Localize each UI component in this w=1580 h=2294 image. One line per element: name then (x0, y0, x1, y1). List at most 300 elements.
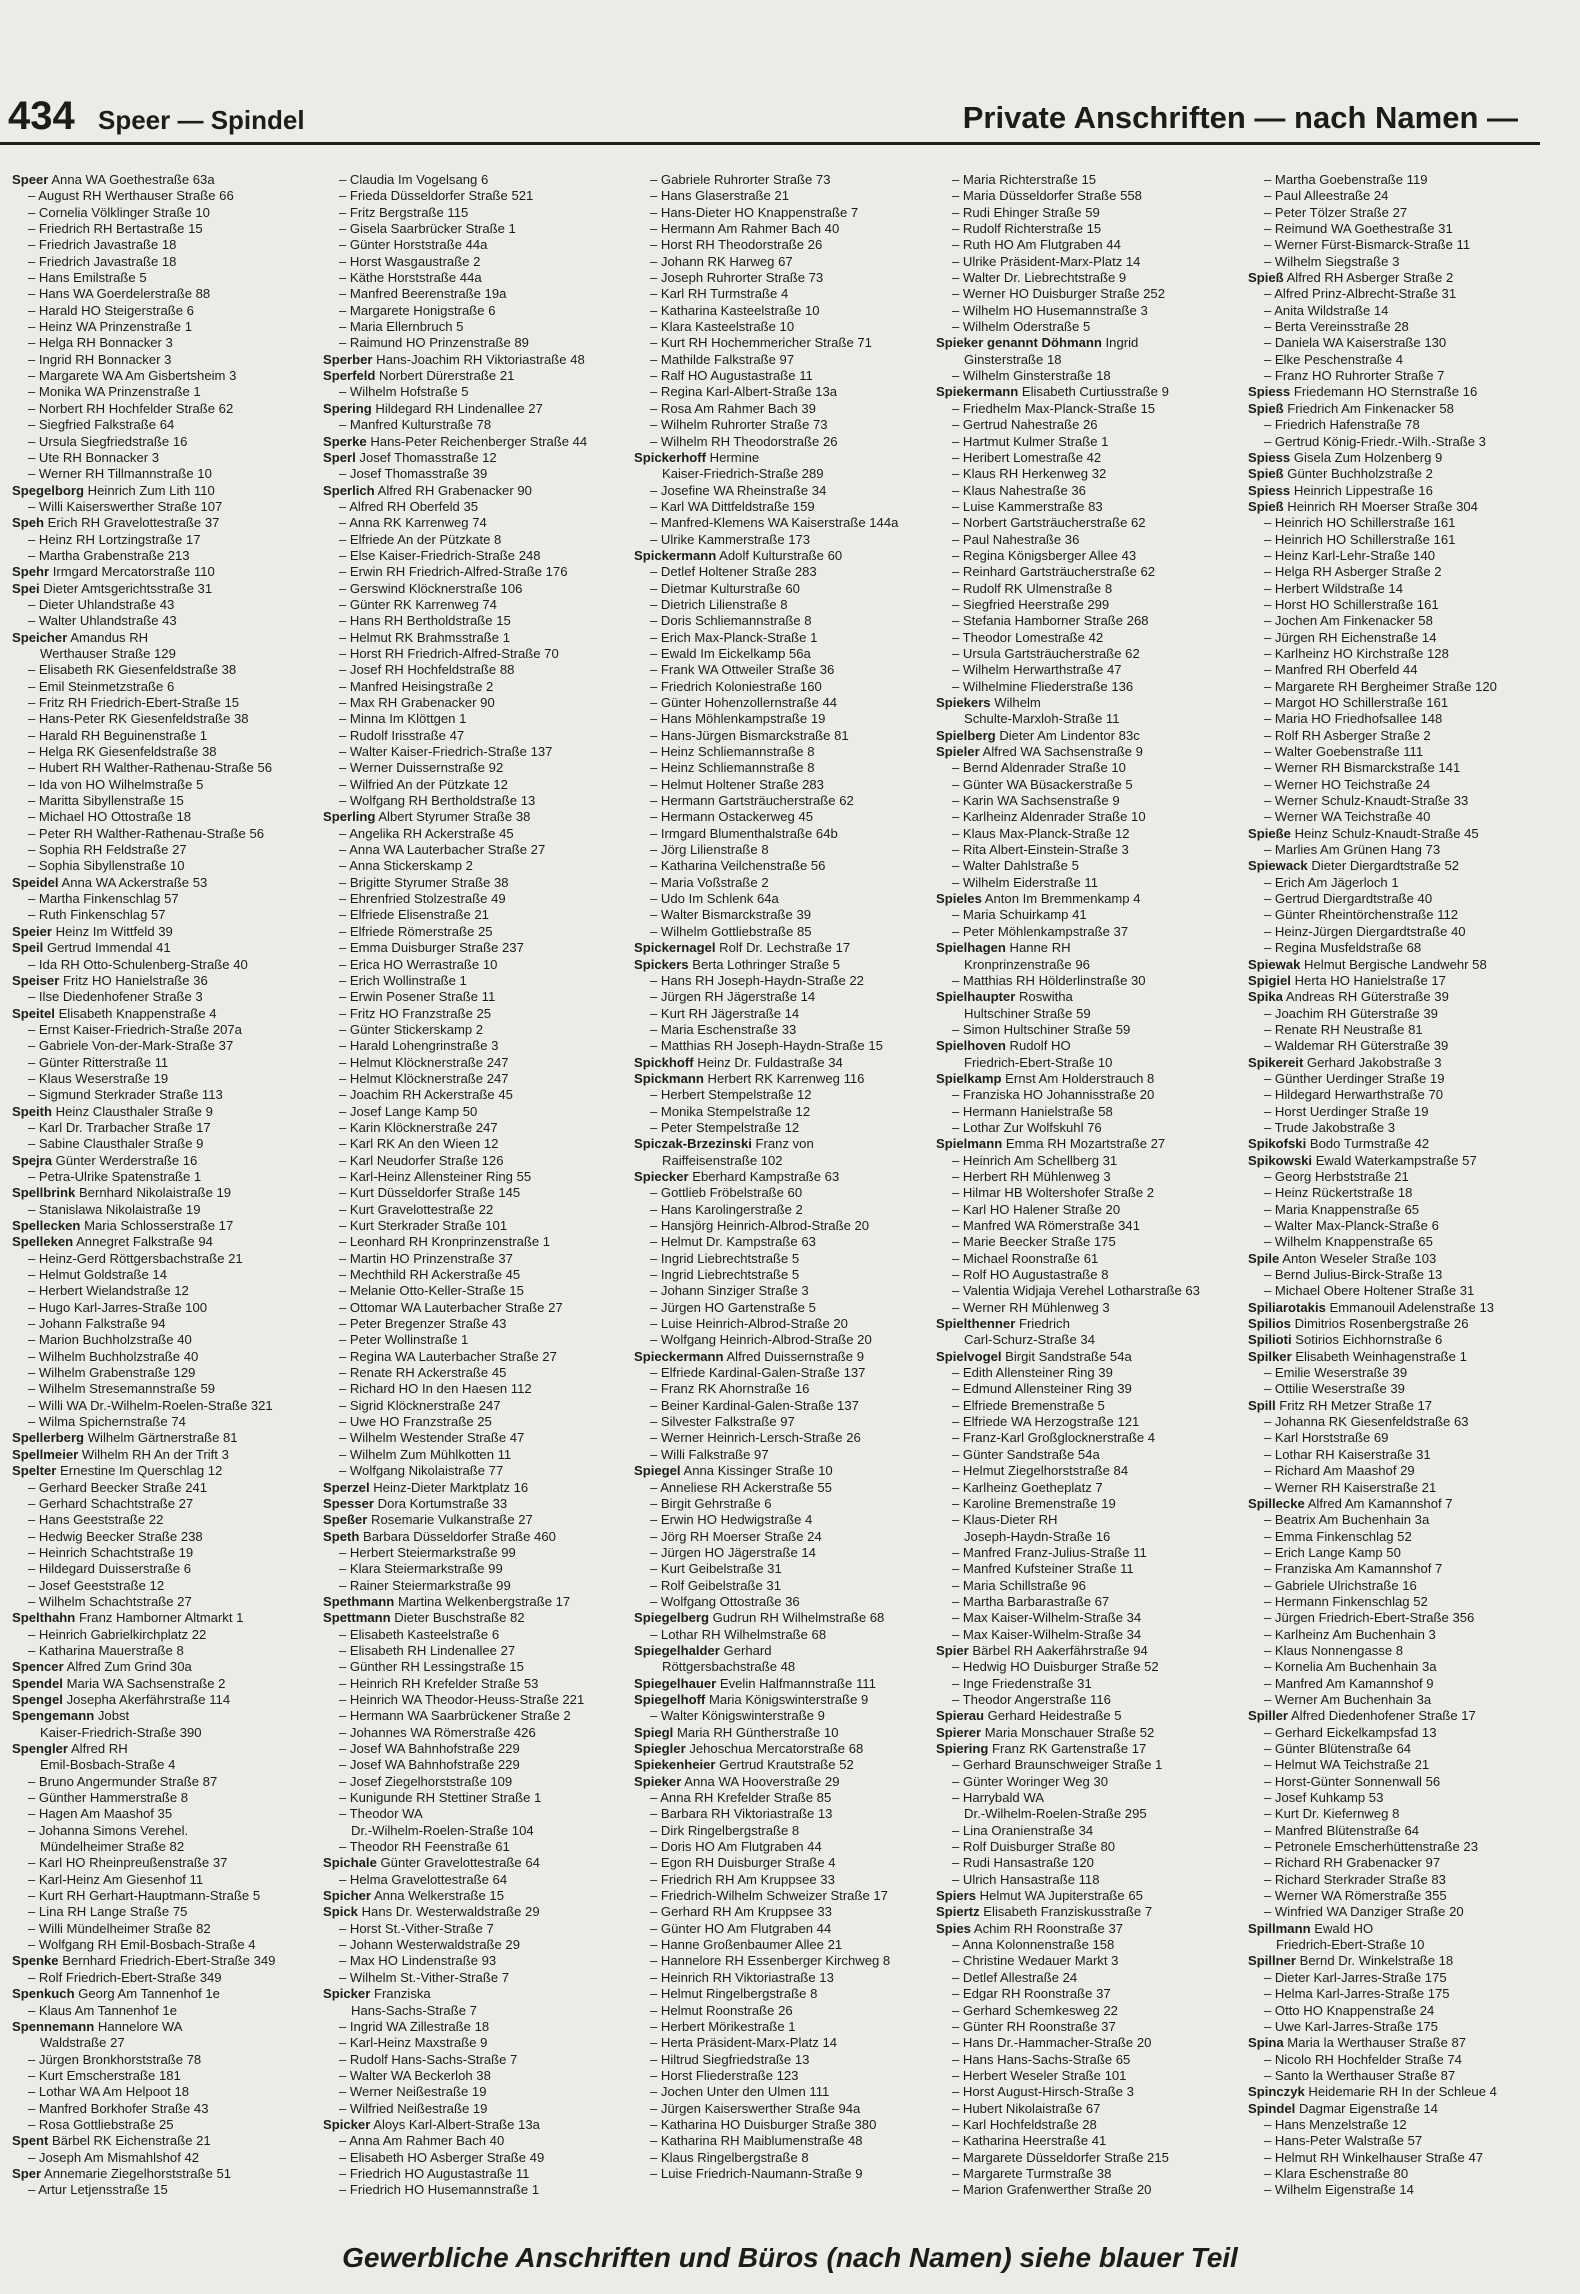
entry-text: Emmanouil Adelenstraße 13 (1329, 1299, 1495, 1315)
entry-line: – Richard Am Maashof 29 (1264, 1463, 1415, 1479)
entry-line: – Gerhard Beecker Straße 241 (28, 1479, 208, 1495)
entry-line: – Johannes WA Römerstraße 426 (339, 1724, 536, 1740)
entry-text: Franz RK Gartenstraße 17 (992, 1741, 1147, 1756)
entry-text: Maria WA Sachsenstraße 2 (66, 1675, 226, 1691)
surname: Spillmann (1248, 1920, 1311, 1936)
entry-line: – Werner RH Bismarckstraße 141 (1264, 760, 1461, 776)
entry-line: – Jürgen RH Jägerstraße 14 (650, 989, 816, 1005)
entry-line: – Marlies Am Grünen Hang 73 (1264, 842, 1441, 858)
entry-line: – Herbert Wildstraße 14 (1264, 580, 1403, 596)
entry-text: Anna Welkerstraße 15 (373, 1888, 504, 1904)
entry-line: – Rolf RH Asberger Straße 2 (1264, 727, 1431, 743)
entry-line: – Gertrud Diergardtstraße 40 (1264, 891, 1433, 907)
surname: Spiekenheier (634, 1757, 716, 1773)
entry-line: – Kornelia Am Buchenhain 3a (1264, 1659, 1437, 1675)
entry-line: – Irmgard Blumenthalstraße 64b (650, 825, 838, 841)
entry-line: – Franziska Am Kamannshof 7 (1264, 1561, 1443, 1577)
entry-line: – Martha Barbarastraße 67 (952, 1593, 1110, 1609)
surname: Spennemann (12, 2018, 95, 2034)
entry-line: – Anita Wildstraße 14 (1264, 302, 1389, 318)
entry-line: – Wilhelm Schachtstraße 27 (28, 1593, 192, 1609)
surname-entry (12, 483, 316, 499)
entry-line: – Richard RH Grabenacker 97 (1264, 1855, 1441, 1871)
entry-line: – Manfred Blütenstraße 64 (1264, 1822, 1420, 1838)
surname-entry (12, 1610, 316, 1626)
entry-line: – Artur Letjensstraße 15 (28, 2182, 168, 2198)
page-header (0, 92, 1580, 148)
entry-line: – Dietmar Kulturstraße 60 (650, 580, 800, 596)
entry-line: – Wilhelm Siegstraße 3 (1264, 253, 1400, 269)
entry-line: – Margarete Honigstraße 6 (339, 302, 496, 318)
entry-line: – Norbert Gartsträucherstraße 62 (952, 515, 1146, 531)
entry-text: Rudolf HO (1009, 1038, 1071, 1054)
entry-line: – Doris HO Am Flutgraben 44 (650, 1839, 822, 1855)
surname: Speth (323, 1528, 360, 1544)
entry-text: Gerhard Heidestraße 5 (987, 1708, 1122, 1724)
entry-line: – Hans RH Joseph-Haydn-Straße 22 (650, 972, 864, 988)
entry-line: – Harald HO Steigerstraße 6 (28, 302, 194, 318)
entry-line: – Peter RH Walther-Rathenau-Straße 56 (28, 825, 265, 841)
entry-line: – Wilhelm St.-Vither-Straße 7 (339, 1969, 510, 1985)
entry-line: – Reimund WA Goethestraße 31 (1264, 221, 1453, 237)
surname: Speer (12, 172, 49, 187)
entry-line: – Monika WA Prinzenstraße 1 (28, 384, 201, 400)
entry-line: – Helma Karl-Jarres-Straße 175 (1264, 1986, 1450, 2002)
entry-continuation: Röttgersbachstraße 48 (662, 1659, 796, 1675)
entry-line: – Elke Peschenstraße 4 (1264, 351, 1404, 367)
surname: Spiegler (634, 1741, 686, 1756)
surname: Spieker genannt Döhmann (936, 335, 1102, 351)
surname: Spiekermann (936, 384, 1019, 400)
surname: Spellmeier (12, 1446, 79, 1462)
surname: Spiertz (936, 1904, 980, 1920)
entry-line: – Wilhelm Knappenstraße 65 (1264, 1234, 1433, 1250)
entry-line: – Manfred Franz-Julius-Straße 11 (952, 1544, 1147, 1560)
entry-text: Elisabeth Weinhagenstraße 1 (1295, 1348, 1467, 1364)
entry-line: – Walter WA Beckerloh 38 (339, 2067, 491, 2083)
entry-line: – Erich Lange Kamp 50 (1264, 1544, 1401, 1560)
surname-entry (634, 1463, 938, 1479)
entry-line: – Marion Grafenwerther Straße 20 (952, 2182, 1152, 2198)
entry-line: – Helmut Roonstraße 26 (650, 2002, 793, 2018)
entry-text: Franz Hamborner Altmarkt 1 (78, 1610, 244, 1626)
entry-line: – Katharina Veilchenstraße 56 (650, 858, 826, 874)
entry-text: Maria la Werthauser Straße 87 (1287, 2035, 1467, 2051)
entry-line: – Karl RH Turmstraße 4 (650, 286, 789, 302)
entry-text: Gertrud Krautstraße 52 (719, 1757, 854, 1773)
entry-line: – Ida von HO Wilhelmstraße 5 (28, 776, 204, 792)
entry-text: Heinz Im Wittfeld 39 (55, 923, 173, 939)
entry-line: – Erica HO Werrastraße 10 (339, 956, 498, 972)
entry-line: – Klaus Am Tannenhof 1e (28, 2002, 177, 2018)
entry-line: – Siegfried Heerstraße 299 (952, 596, 1110, 612)
surname-entry (12, 1708, 316, 1724)
entry-line: – Trude Jakobstraße 3 (1264, 1119, 1396, 1135)
entry-text: Herta HO Hanielstraße 17 (1294, 972, 1446, 988)
entry-line: – Walter Bismarckstraße 39 (650, 907, 812, 923)
entry-line: – Friedrich HO Augustastraße 11 (339, 2165, 530, 2181)
entry-line: – Friedrich HO Husemannstraße 1 (339, 2182, 540, 2198)
entry-line: – Emma Duisburger Straße 237 (339, 940, 524, 956)
surname-entry (12, 564, 316, 580)
entry-text: Dieter Diergardtstraße 52 (1311, 858, 1460, 874)
entry-line: – Luise Heinrich-Albrod-Straße 20 (650, 1316, 848, 1332)
entry-text: Heinz-Dieter Marktplatz 16 (373, 1479, 529, 1495)
entry-line: – Anna WA Lauterbacher Straße 27 (339, 842, 546, 858)
surname-entry (12, 940, 316, 956)
entry-line: – Werner RH Mühlenweg 3 (952, 1299, 1110, 1315)
entry-line: – Heribert Lomestraße 42 (952, 449, 1102, 465)
entry-line: – Günter HO Am Flutgraben 44 (650, 1920, 832, 1936)
entry-continuation: Schulte-Marxloh-Straße 11 (964, 711, 1120, 727)
entry-line: – Max Kaiser-Wilhelm-Straße 34 (952, 1610, 1142, 1626)
entry-line: – Anna RK Karrenweg 74 (339, 515, 487, 531)
surname-entry (634, 1136, 938, 1152)
entry-line: – Heinz RH Lortzingstraße 17 (28, 531, 201, 547)
entry-line: – Hermann Am Rahmer Bach 40 (650, 221, 840, 237)
entry-line: – Johann Westerwaldstraße 29 (339, 1937, 520, 1953)
entry-line: – Maria Schillstraße 96 (952, 1577, 1086, 1593)
entry-line: – Paul Nahestraße 36 (952, 531, 1080, 547)
surname: Spiekers (936, 695, 991, 710)
entry-line: – Karl Dr. Trarbacher Straße 17 (28, 1119, 211, 1135)
entry-line: – Erich Max-Planck-Straße 1 (650, 629, 818, 645)
entry-continuation: Kronprinzenstraße 96 (964, 956, 1090, 972)
entry-line: – Helmut WA Teichstraße 21 (1264, 1757, 1430, 1773)
entry-line: – Helmut RK Brahmsstraße 1 (339, 629, 510, 645)
entry-line: – Willi WA Dr.-Wilhelm-Roelen-Straße 321 (28, 1397, 273, 1413)
entry-line: – Renate RH Neustraße 81 (1264, 1021, 1423, 1037)
entry-line: – Anna RH Krefelder Straße 85 (650, 1790, 832, 1806)
surname-entry (634, 450, 938, 466)
entry-line: – Klaus Nahestraße 36 (952, 482, 1086, 498)
entry-line: – Mechthild RH Ackerstraße 45 (339, 1267, 521, 1283)
entry-text: Ingrid (1105, 335, 1139, 351)
entry-line: – Sophia RH Feldstraße 27 (28, 842, 187, 858)
entry-line: – Regina Königsberger Allee 43 (952, 547, 1137, 563)
entry-line: – Walter Dahlstraße 5 (952, 858, 1079, 874)
entry-text: Wilhelm Gärtnerstraße 81 (87, 1430, 238, 1446)
entry-line: – Josef Kuhkamp 53 (1264, 1790, 1384, 1806)
entry-line: – Wolfgang Heinrich-Albrod-Straße 20 (650, 1332, 872, 1348)
entry-line: – Elfriede An der Pützkate 8 (339, 531, 502, 547)
entry-line: – Hans Karolingerstraße 2 (650, 1201, 803, 1217)
entry-line: – Katharina Mauerstraße 8 (28, 1642, 184, 1658)
surname-entry (634, 1643, 938, 1659)
entry-line: – Heinz WA Prinzenstraße 1 (28, 319, 192, 335)
entry-line: – Hans Dr.-Hammacher-Straße 20 (952, 2035, 1152, 2051)
entry-line: – Santo la Werthauser Straße 87 (1264, 2067, 1456, 2083)
entry-line: – Hiltrud Siegfriedstraße 13 (650, 2051, 810, 2067)
entry-line: – Günther Uerdinger Straße 19 (1264, 1070, 1445, 1086)
entry-text: Elisabeth Curtiusstraße 9 (1021, 384, 1169, 400)
surname: Spieß (1248, 498, 1284, 514)
name-range: Speer — Spindel (98, 105, 305, 135)
surname-entry (936, 695, 1240, 711)
entry-line: – Hermann Hanielstraße 58 (952, 1103, 1113, 1119)
entry-line: – Minna Im Klöttgen 1 (339, 711, 467, 727)
entry-line: – Wilhelm Ruhrorter Straße 73 (650, 417, 828, 433)
entry-line: – Harald Lohengrinstraße 3 (339, 1038, 499, 1054)
surname-entry (634, 1725, 938, 1741)
entry-text: Alfred RH Asberger Straße 2 (1286, 270, 1454, 286)
entry-text: Günter Werderstraße 16 (55, 1152, 198, 1168)
entry-line: – Helmut Holtener Straße 283 (650, 776, 824, 792)
entry-text: Eberhard Kampstraße 63 (692, 1168, 840, 1184)
entry-line: – Daniela WA Kaiserstraße 130 (1264, 335, 1447, 351)
surname: Spiers (936, 1888, 977, 1904)
entry-line: – Luise Kammerstraße 83 (952, 498, 1103, 514)
entry-text: Roswitha (1018, 989, 1073, 1005)
entry-line: – Petra-Ulrike Spatenstraße 1 (28, 1168, 202, 1184)
entry-line: – Franziska HO Johannisstraße 20 (952, 1087, 1155, 1103)
surname-entry (12, 1185, 316, 1201)
entry-text: Gisela Zum Holzenberg 9 (1293, 449, 1443, 465)
surname: Spiczak-Brzezinski (634, 1136, 752, 1152)
entry-text: Herbert RK Karrenweg 116 (707, 1070, 865, 1086)
entry-line: – Hanne Großenbaumer Allee 21 (650, 1937, 843, 1953)
entry-line: – Karl Horststraße 69 (1264, 1430, 1389, 1446)
entry-line: – Karl HO Halener Straße 20 (952, 1201, 1121, 1217)
entry-line: – Anna Stickerskamp 2 (339, 858, 473, 874)
entry-line: – Willi Kaiserswerther Straße 107 (28, 498, 223, 514)
entry-text: Alfred Duissernstraße 9 (726, 1348, 864, 1364)
entry-line: – Gottlieb Fröbelstraße 60 (650, 1185, 803, 1201)
surname-entry (1248, 270, 1552, 286)
surname: Spesser (323, 1495, 374, 1511)
entry-line: – Ottomar WA Lauterbacher Straße 27 (339, 1299, 563, 1315)
page-number: 434 (8, 94, 75, 138)
entry-continuation: Werthauser Straße 129 (40, 645, 176, 661)
entry-line: – Josef Geeststraße 12 (28, 1577, 165, 1593)
entry-line: – Inge Friedenstraße 31 (952, 1675, 1092, 1691)
surname: Spengemann (12, 1708, 95, 1724)
entry-line: – Bernd Julius-Birck-Straße 13 (1264, 1267, 1443, 1283)
entry-line: – Wolfgang RH Bertholdstraße 13 (339, 793, 536, 809)
entry-continuation: Friedrich-Ebert-Straße 10 (1276, 1937, 1425, 1953)
entry-line: – Hermann Ostackerweg 45 (650, 809, 814, 825)
entry-continuation: Kaiser-Friedrich-Straße 289 (662, 466, 824, 482)
surname: Spielvogel (936, 1348, 1002, 1364)
entry-line: – Werner HO Duisburger Straße 252 (952, 286, 1165, 302)
surname-entry (12, 1447, 316, 1463)
surname: Spiliarotakis (1248, 1299, 1326, 1315)
entry-line: – Hilmar HB Woltershofer Straße 2 (952, 1185, 1155, 1201)
entry-line: – Günther RH Lessingstraße 15 (339, 1659, 524, 1675)
surname: Sperling (323, 809, 376, 825)
surname-entry (12, 1953, 316, 1969)
entry-line: – Franz HO Ruhrorter Straße 7 (1264, 368, 1445, 384)
entry-text: Gertrud Immendal 41 (46, 940, 171, 956)
entry-line: – Helma Gravelottestraße 64 (339, 1871, 508, 1887)
entry-line: – Winfried WA Danziger Straße 20 (1264, 1904, 1464, 1920)
entry-line: – Heinrich HO Schillerstraße 161 (1264, 531, 1456, 547)
surname-entry (1248, 1055, 1552, 1071)
entry-line: – Wilhelm Stresemannstraße 59 (28, 1381, 216, 1397)
entry-line: – Josef Lange Kamp 50 (339, 1103, 478, 1119)
entry-line: – Josef WA Bahnhofstraße 229 (339, 1757, 520, 1773)
surname-entry (1248, 826, 1552, 842)
surname: Spiess (1248, 482, 1291, 498)
entry-line: – Günter Hohenzollernstraße 44 (650, 695, 838, 710)
entry-line: – Peter Tölzer Straße 27 (1264, 204, 1408, 220)
surname: Spendel (12, 1675, 63, 1691)
surname-entry (936, 384, 1240, 400)
entry-line: – Wilhelm Oderstraße 5 (952, 319, 1091, 335)
surname-entry (936, 1136, 1240, 1152)
entry-line: – Michael Obere Holtener Straße 31 (1264, 1283, 1475, 1299)
surname-entry (1248, 1136, 1552, 1152)
surname-entry (936, 1643, 1240, 1659)
surname: Spieker (634, 1773, 682, 1789)
surname: Spilios (1248, 1316, 1291, 1332)
entry-line: – Rita Albert-Einstein-Straße 3 (952, 842, 1129, 858)
entry-continuation: Kaiser-Friedrich-Straße 390 (40, 1724, 202, 1740)
entry-text: Alfred Zum Grind 30a (66, 1659, 192, 1675)
entry-text: Anna WA Hooverstraße 29 (684, 1773, 840, 1789)
entry-text: Josef Thomasstraße 12 (359, 449, 497, 465)
surname-entry (634, 940, 938, 956)
surname-entry (1248, 384, 1552, 400)
entry-line: – Wolfgang RH Emil-Bosbach-Straße 4 (28, 1937, 256, 1953)
entry-line: – Theodor Angerstraße 116 (952, 1691, 1111, 1707)
surname-entry (936, 1725, 1240, 1741)
entry-line: – Elfriede Römerstraße 25 (339, 923, 493, 939)
entry-line: – Edith Allensteiner Ring 39 (952, 1365, 1113, 1381)
entry-line: – Lothar WA Am Helpoot 18 (28, 2084, 190, 2100)
surname-entry (634, 1757, 938, 1773)
surname-entry (12, 1006, 316, 1022)
surname: Spieße (1248, 825, 1291, 841)
entry-text: Alfred WA Sachsenstraße 9 (982, 744, 1143, 760)
entry-line: – Ehrenfried Stolzestraße 49 (339, 891, 506, 907)
entry-line: – Sigrid Klöcknerstraße 247 (339, 1397, 501, 1413)
surname-entry (12, 1659, 316, 1675)
entry-line: – Petronele Emscherhüttenstraße 23 (1264, 1839, 1478, 1855)
entry-line: – Friedrich-Wilhelm Schweizer Straße 17 (650, 1888, 888, 1904)
entry-line: – Heinz Schliemannstraße 8 (650, 760, 815, 776)
entry-line: – Rudolf Richterstraße 15 (952, 221, 1102, 237)
entry-line: – Margot HO Schillerstraße 161 (1264, 695, 1449, 710)
entry-line: – Wilhelm HO Husemannstraße 3 (952, 302, 1148, 318)
entry-line: – Helmut Dr. Kampstraße 63 (650, 1234, 816, 1250)
directory-column-4 (936, 172, 1240, 2212)
surname-entry (323, 352, 627, 368)
entry-line: – Fritz HO Franzstraße 25 (339, 1005, 492, 1021)
surname-entry (936, 989, 1240, 1005)
entry-line: – Christine Wedauer Markt 3 (952, 1953, 1119, 1969)
entry-line: – Friedrich RH Bertastraße 15 (28, 221, 203, 237)
surname: Spettmann (323, 1610, 391, 1626)
surname: Sperl (323, 449, 356, 465)
surname: Spellerberg (12, 1430, 85, 1446)
entry-line: – Horst Wasgaustraße 2 (339, 253, 481, 269)
entry-text: Maria RH Güntherstraße 10 (676, 1724, 839, 1740)
entry-line: – Wilhelm Ginsterstraße 18 (952, 368, 1111, 384)
surname: Spiegelhalder (634, 1642, 720, 1658)
entry-text: Bernhard Friedrich-Ebert-Straße 349 (62, 1953, 276, 1969)
surname: Spillecke (1248, 1495, 1305, 1511)
surname-entry (634, 1055, 938, 1071)
surname-entry (323, 1888, 627, 1904)
surname: Spickerhoff (634, 449, 707, 465)
entry-line: – Gerhard Schachtstraße 27 (28, 1495, 194, 1511)
entry-line: – Ottilie Weserstraße 39 (1264, 1381, 1405, 1397)
entry-text: Norbert Dürerstraße 21 (379, 368, 515, 384)
entry-line: – Hubert RH Walther-Rathenau-Straße 56 (28, 760, 273, 776)
entry-line: – August RH Werthauser Straße 66 (28, 188, 234, 204)
entry-line: – Heinz Karl-Lehr-Straße 140 (1264, 547, 1436, 563)
entry-line: – Franz-Karl Großglocknerstraße 4 (952, 1430, 1156, 1446)
entry-line: – Werner WA Teichstraße 40 (1264, 809, 1431, 825)
entry-line: – Peter Wollinstraße 1 (339, 1332, 469, 1348)
entry-text: Hans Dr. Westerwaldstraße 29 (361, 1904, 540, 1920)
entry-line: – Horst-Günter Sonnenwall 56 (1264, 1773, 1441, 1789)
entry-line: – Elisabeth RH Lindenallee 27 (339, 1642, 516, 1658)
entry-text: Emma RH Mozartstraße 27 (1005, 1136, 1166, 1152)
entry-line: – Walter Dr. Liebrechtstraße 9 (952, 270, 1127, 286)
entry-line: – Jürgen Kaiserswerther Straße 94a (650, 2100, 861, 2116)
entry-line: – Heinrich Schachtstraße 19 (28, 1544, 194, 1560)
entry-line: – Maria Voßstraße 2 (650, 874, 769, 890)
entry-line: – Stanislawa Nikolaistraße 19 (28, 1201, 201, 1217)
entry-line: – Katharina HO Duisburger Straße 380 (650, 2116, 877, 2132)
entry-line: – Emma Finkenschlag 52 (1264, 1528, 1412, 1544)
entry-text: Barbara Düsseldorfer Straße 460 (363, 1528, 556, 1544)
entry-line: – Klaus Max-Planck-Straße 12 (952, 825, 1130, 841)
entry-line: – Monika Stempelstraße 12 (650, 1103, 811, 1119)
entry-line: – Kurt Dr. Kiefernweg 8 (1264, 1806, 1400, 1822)
surname-entry (12, 172, 316, 188)
entry-line: – Peter Stempelstraße 12 (650, 1119, 800, 1135)
entry-line: – Gerhard Braunschweiger Straße 1 (952, 1757, 1163, 1773)
surname-entry (1248, 2101, 1552, 2117)
surname-entry (323, 483, 627, 499)
surname-entry (936, 1888, 1240, 1904)
surname: Spelleken (12, 1234, 74, 1250)
entry-line: – Angelika RH Ackerstraße 45 (339, 825, 514, 841)
entry-line: – Rosa Gottliebstraße 25 (28, 2116, 174, 2132)
entry-line: – Ida RH Otto-Schulenberg-Straße 40 (28, 956, 248, 972)
directory-column-3 (634, 172, 938, 2212)
entry-text: Evelin Halfmannstraße 111 (719, 1675, 876, 1691)
surname: Spencer (12, 1659, 64, 1675)
entry-line: – Karlheinz Aldenrader Straße 10 (952, 809, 1146, 825)
entry-line: – Detlef Allestraße 24 (952, 1969, 1078, 1985)
surname-entry (936, 335, 1240, 351)
entry-line: – Horst Uerdinger Straße 19 (1264, 1103, 1429, 1119)
surname-entry (1248, 1316, 1552, 1332)
entry-line: – Lothar Zur Wolfskuhl 76 (952, 1119, 1102, 1135)
entry-line: – Heinz Schliemannstraße 8 (650, 744, 815, 760)
entry-line: – Anna Am Rahmer Bach 40 (339, 2133, 505, 2149)
entry-line: – Jürgen HO Gartenstraße 5 (650, 1299, 816, 1315)
entry-line: – Rudi Hansastraße 120 (952, 1855, 1094, 1871)
entry-line: – Georg Herbststraße 21 (1264, 1168, 1409, 1184)
surname: Spelthahn (12, 1610, 76, 1626)
entry-line: – Manfred Kulturstraße 78 (339, 417, 492, 433)
entry-line: – Theodor WA (339, 1806, 423, 1822)
entry-line: – Udo Im Schlenk 64a (650, 891, 779, 907)
entry-text: Hans-Peter Reichenberger Straße 44 (370, 433, 588, 449)
entry-line: – Werner RH Tillmannstraße 10 (28, 466, 212, 482)
entry-line: – Margarete Turmstraße 38 (952, 2165, 1112, 2181)
entry-line: – Melanie Otto-Keller-Straße 15 (339, 1283, 524, 1299)
entry-line: – Elfriede Bremenstraße 5 (952, 1397, 1105, 1413)
entry-line: – Ingrid RH Bonnacker 3 (28, 351, 172, 367)
entry-line: – Heinz-Jürgen Diergardtstraße 40 (1264, 923, 1466, 939)
entry-text: Wilhelm (994, 695, 1041, 710)
